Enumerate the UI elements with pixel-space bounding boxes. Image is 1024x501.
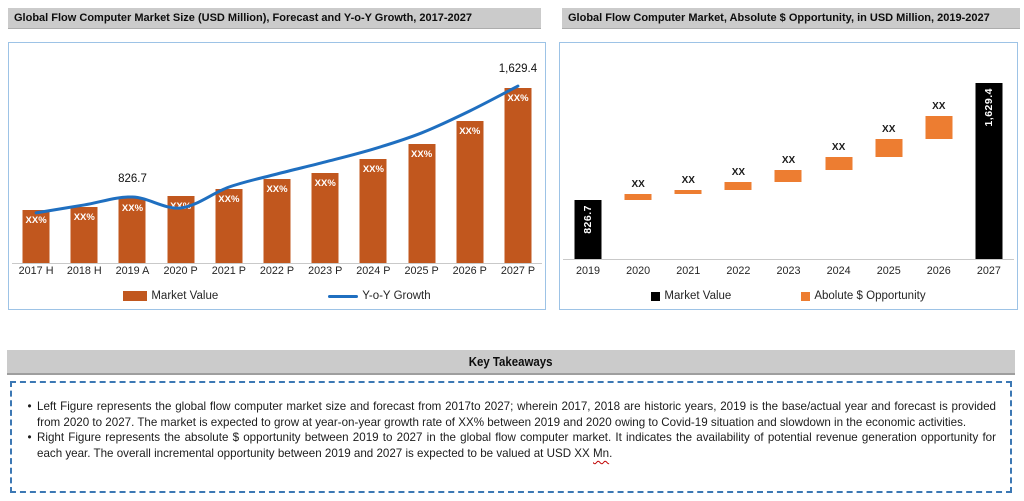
chart-column: [914, 48, 964, 259]
segment-value-label: XX: [731, 167, 746, 178]
bullet-dot: •: [27, 431, 32, 445]
legend-item-absolute-opportunity: [801, 290, 925, 302]
segment-value-label: XX: [831, 142, 846, 154]
segment-value-label: XX: [932, 100, 946, 112]
bar-percent-label: XX%: [411, 149, 433, 161]
takeaway-bullet-left-figure: [22, 399, 996, 430]
chart-column: [964, 48, 1014, 259]
chart-column: [12, 48, 60, 263]
market-value-bar: [408, 144, 435, 263]
chart-column: [864, 48, 914, 259]
x-axis-label: 2018 H: [66, 265, 102, 277]
legend-item-market-value: [651, 290, 731, 302]
opportunity-increment-bar: [675, 190, 702, 194]
bar-value-annotation: 826.7: [118, 173, 147, 186]
opportunity-increment-bar: [725, 182, 752, 190]
chart-column: [108, 48, 156, 263]
takeaway-bullet-right-figure: [22, 430, 996, 461]
chart-column: [763, 48, 813, 259]
chart-column: [713, 48, 763, 259]
market-size-plot: [12, 48, 542, 264]
bar-percent-label: XX%: [25, 214, 47, 226]
absolute-opportunity-swatch: [801, 292, 810, 301]
opportunity-x-axis: [563, 265, 1014, 277]
opportunity-chart-panel: [559, 42, 1018, 310]
x-axis-label: 2025: [876, 265, 901, 277]
bar-percent-label: XX%: [266, 183, 288, 195]
market-value-bar: [312, 173, 339, 263]
opportunity-legend: [560, 290, 1017, 302]
segment-value-label: XX: [631, 179, 645, 191]
market-value-bar: [71, 207, 98, 263]
x-axis-label: 2026 P: [452, 265, 487, 277]
x-axis-label: 2022 P: [259, 265, 295, 277]
x-axis-label: 2023: [776, 265, 801, 277]
right-chart-title: Global Flow Computer Market, Absolute $ Opportunity, in USD Million, 2019-2027: [562, 8, 1020, 29]
takeaway-text: Left Figure represents the global flow computer market size and forecast from 2017to 2027; wherein 2017, 2018 are historic years, 2019 is the base/actual year and forecast is provided from 2020 to 2027. The market is expected to grow at year-on-year growth rate of XX% between 2019 and 2020 owing to Covid-19 situation and slowdown in the economic activities.: [37, 400, 996, 429]
legend-item-yoy-growth: [328, 290, 430, 302]
key-takeaways-header: [7, 350, 1015, 375]
market-value-bar: [504, 88, 531, 263]
chart-column: [205, 48, 253, 263]
bar-percent-label: XX%: [218, 194, 240, 206]
x-axis-label: 2021: [676, 265, 701, 277]
opportunity-increment-bar: [775, 170, 802, 182]
market-value-bar: [264, 179, 291, 263]
chart-column: [60, 48, 108, 263]
bar-percent-label: XX%: [314, 177, 336, 189]
chart-column: [157, 48, 205, 263]
bar-value-annotation: 1,629.4: [498, 63, 538, 75]
market-value-bar: [167, 196, 194, 263]
bar-percent-label: XX%: [507, 93, 529, 104]
x-axis-label: 2024: [826, 265, 851, 277]
takeaway-text: Right Figure represents the absolute $ opportunity between 2019 to 2027 in the global flow computer market. It indicates the availability of potential revenue generation opportunity for each year. The overall incremental opportunity between 2019 and 2027 is expected to be valued at USD XX Mn.: [37, 431, 996, 460]
bar-percent-label: XX%: [170, 200, 192, 212]
x-axis-label: 2027: [976, 265, 1001, 277]
market-value-swatch: [651, 292, 660, 301]
x-axis-label: 2022: [726, 265, 751, 277]
market-value-bar: [23, 210, 50, 263]
x-axis-label: 2024 P: [356, 265, 391, 277]
market-value-swatch: [123, 291, 147, 301]
chart-column: [398, 48, 446, 263]
chart-column: [613, 48, 663, 259]
x-axis-label: 2019: [576, 265, 601, 277]
legend-label: Market Value: [664, 290, 732, 302]
market-size-x-axis: [12, 265, 542, 277]
bar-percent-label: XX%: [73, 212, 95, 224]
chart-column: [494, 48, 542, 263]
key-takeaways-box: [10, 381, 1012, 493]
left-chart-title: Global Flow Computer Market Size (USD Million), Forecast and Y-o-Y Growth, 2017-2027: [8, 8, 541, 29]
market-value-bar: [456, 121, 483, 263]
key-takeaways-title: Key Takeaways: [469, 354, 553, 369]
total-value-label: 826.7: [582, 204, 595, 234]
bullet-dot: •: [27, 400, 32, 413]
x-axis-label: 2020: [626, 265, 651, 277]
bar-percent-label: XX%: [459, 126, 481, 138]
market-size-legend: [9, 290, 545, 302]
opportunity-increment-bar: [875, 139, 902, 157]
chart-column: [446, 48, 494, 263]
chart-column: [349, 48, 397, 263]
legend-item-market-value: [123, 290, 218, 302]
bar-percent-label: XX%: [362, 163, 384, 175]
market-value-bar: [360, 159, 387, 263]
opportunity-plot: [563, 48, 1014, 260]
legend-label: Market Value: [151, 290, 219, 302]
x-axis-label: 2025 P: [404, 265, 439, 277]
yoy-growth-swatch: [328, 295, 358, 298]
chart-column: [253, 48, 301, 263]
x-axis-label: 2020 P: [163, 265, 198, 277]
opportunity-increment-bar: [825, 157, 852, 170]
chart-column: [814, 48, 864, 259]
market-value-bar: [119, 198, 146, 263]
segment-value-label: XX: [681, 175, 695, 187]
legend-label: Y-o-Y Growth: [362, 290, 431, 302]
segment-value-label: XX: [882, 123, 896, 135]
x-axis-label: 2021 P: [211, 265, 246, 277]
chart-column: [663, 48, 713, 259]
x-axis-label: 2026: [926, 265, 951, 277]
chart-column: [563, 48, 613, 259]
bar-percent-label: XX%: [121, 203, 144, 215]
chart-column: [301, 48, 349, 263]
x-axis-label: 2023 P: [308, 265, 343, 277]
legend-label: Abolute $ Opportunity: [814, 290, 926, 302]
opportunity-increment-bar: [625, 194, 652, 200]
segment-value-label: XX: [781, 154, 796, 166]
x-axis-label: 2017 H: [18, 265, 54, 277]
misspelled-word: Mn: [593, 446, 610, 460]
x-axis-label: 2027 P: [500, 265, 536, 277]
total-value-label: 1,629.4: [982, 88, 995, 127]
opportunity-increment-bar: [925, 116, 952, 139]
market-size-chart-panel: [8, 42, 546, 310]
x-axis-label: 2019 A: [115, 265, 150, 277]
market-value-bar: [215, 189, 242, 263]
